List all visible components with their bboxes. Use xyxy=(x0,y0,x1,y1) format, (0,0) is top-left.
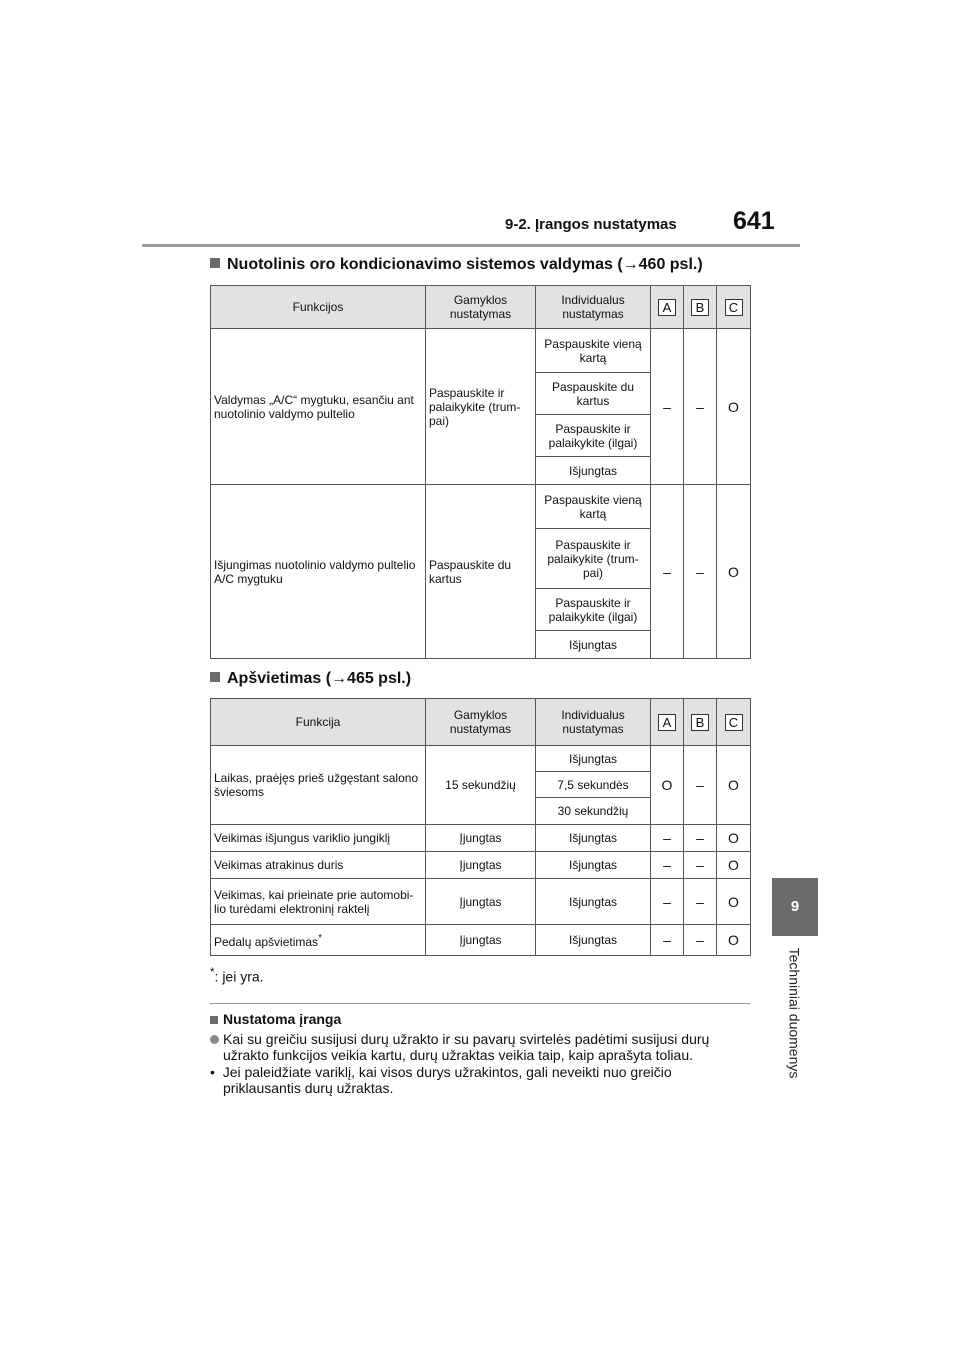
function-text: Pedalų apšvietimas xyxy=(214,934,319,949)
col-header-b: B xyxy=(691,299,709,316)
dot-bullet-icon: • xyxy=(210,1064,223,1080)
header-divider xyxy=(142,244,800,247)
default-cell: Įjungtas xyxy=(426,825,536,852)
chapter-label-text: Techniniai duomenys xyxy=(786,947,803,1079)
section-heading-lighting xyxy=(210,670,411,688)
footnote-text: : jei yra. xyxy=(214,968,264,985)
b-cell: – xyxy=(684,879,717,925)
notes-sub-bullet-text: Jei paleidžiate variklį, kai visos durys užrakintos, gali neveikti nuo greičio priklausantis durų užraktas. xyxy=(222,1064,672,1096)
lighting-settings-table xyxy=(210,698,751,956)
option-cell: 7,5 sekundės xyxy=(536,772,651,798)
c-cell: O xyxy=(717,329,751,485)
chapter-label xyxy=(780,945,810,1090)
footnote-star: * xyxy=(210,966,215,979)
square-bullet-icon xyxy=(210,258,220,268)
default-cell: Įjungtas xyxy=(426,925,536,956)
option-cell: Paspauskite du kartus xyxy=(536,373,651,415)
a-cell: – xyxy=(651,329,684,485)
b-cell: – xyxy=(684,925,717,956)
option-cell: Išjungtas xyxy=(536,631,651,659)
footnote xyxy=(210,966,264,985)
col-header-custom: Individualus nustatymas xyxy=(536,699,651,746)
default-cell: Įjungtas xyxy=(426,879,536,925)
c-cell: O xyxy=(717,879,751,925)
section-heading-ac xyxy=(210,256,703,274)
option-cell: Išjungtas xyxy=(536,825,651,852)
square-bullet-icon xyxy=(210,672,220,682)
a-cell: – xyxy=(651,852,684,879)
notes-bullet-text: Kai su greičiu susijusi durų užrakto ir su pavarų svirtelės padėtimi susijusi durų užrakto funkcijos veikia kartu, durų užraktas veikia taip, kaip aprašyta toliau. xyxy=(223,1031,710,1063)
table-row xyxy=(211,879,751,925)
chapter-tab: 9 xyxy=(772,878,818,936)
function-cell: Laikas, praėjęs prieš užgęstant salono šviesoms xyxy=(211,746,426,825)
table-header-row xyxy=(211,286,751,329)
notes-sub-bullet xyxy=(210,1064,753,1096)
table-header-row xyxy=(211,699,751,746)
col-header-c: C xyxy=(725,714,743,731)
option-cell: Išjungtas xyxy=(536,457,651,485)
page-number: 641 xyxy=(733,207,775,235)
section-heading-ac-text: Nuotolinis oro kondicionavimo sistemos valdymas (→460 psl.) xyxy=(227,256,703,273)
col-header-a: A xyxy=(658,299,676,316)
function-cell xyxy=(211,925,426,956)
col-header-custom: Individualus nustatymas xyxy=(536,286,651,329)
section-title: 9-2. Įrangos nustatymas xyxy=(505,216,677,233)
b-cell: – xyxy=(684,746,717,825)
default-cell: Įjungtas xyxy=(426,852,536,879)
section-heading-lighting-text: Apšvietimas (→465 psl.) xyxy=(227,670,412,687)
option-cell: Paspauskite ir palaikykite (ilgai) xyxy=(536,415,651,457)
notes-heading-text: Nustatoma įranga xyxy=(223,1011,342,1027)
col-header-a: A xyxy=(658,714,676,731)
square-bullet-icon xyxy=(210,1016,218,1024)
option-cell: 30 sekundžių xyxy=(536,798,651,825)
notes-divider xyxy=(210,1003,750,1004)
option-cell: Išjungtas xyxy=(536,879,651,925)
col-header-c: C xyxy=(725,299,743,316)
default-cell: 15 sekundžių xyxy=(426,746,536,825)
table-row xyxy=(211,925,751,956)
table-row xyxy=(211,852,751,879)
option-cell: Išjungtas xyxy=(536,925,651,956)
function-cell: Išjungimas nuotolinio valdymo pultelio A/C mygtuku xyxy=(211,485,426,659)
option-cell: Išjungtas xyxy=(536,746,651,772)
col-header-default: Gamyklos nustatymas xyxy=(426,286,536,329)
col-header-function: Funkcijos xyxy=(211,286,426,329)
a-cell: – xyxy=(651,925,684,956)
table-row xyxy=(211,746,751,772)
b-cell: – xyxy=(684,825,717,852)
circle-bullet-icon xyxy=(210,1035,219,1044)
default-cell: Paspauskite ir palaikykite (trum-pai) xyxy=(426,329,536,485)
function-cell: Veikimas, kai prieinate prie automobi-lio turėdami elektroninį raktelį xyxy=(211,879,426,925)
table-row xyxy=(211,825,751,852)
col-header-default: Gamyklos nustatymas xyxy=(426,699,536,746)
function-cell: Veikimas išjungus variklio jungiklį xyxy=(211,825,426,852)
a-cell: – xyxy=(651,825,684,852)
c-cell: O xyxy=(717,852,751,879)
b-cell: – xyxy=(684,485,717,659)
option-cell: Paspauskite ir palaikykite (trum-pai) xyxy=(536,529,651,589)
notes-heading xyxy=(210,1011,341,1027)
col-header-function: Funkcija xyxy=(211,699,426,746)
option-cell: Išjungtas xyxy=(536,852,651,879)
footnote-mark: * xyxy=(318,932,322,944)
ac-settings-table xyxy=(210,285,751,659)
table-row xyxy=(211,485,751,529)
a-cell: O xyxy=(651,746,684,825)
option-cell: Paspauskite vieną kartą xyxy=(536,485,651,529)
a-cell: – xyxy=(651,879,684,925)
a-cell: – xyxy=(651,485,684,659)
c-cell: O xyxy=(717,746,751,825)
function-cell: Veikimas atrakinus duris xyxy=(211,852,426,879)
c-cell: O xyxy=(717,825,751,852)
b-cell: – xyxy=(684,329,717,485)
c-cell: O xyxy=(717,485,751,659)
b-cell: – xyxy=(684,852,717,879)
function-cell: Valdymas „A/C“ mygtuku, esančiu ant nuotolinio valdymo pultelio xyxy=(211,329,426,485)
option-cell: Paspauskite vieną kartą xyxy=(536,329,651,373)
col-header-b: B xyxy=(691,714,709,731)
c-cell: O xyxy=(717,925,751,956)
notes-bullet xyxy=(210,1031,753,1063)
option-cell: Paspauskite ir palaikykite (ilgai) xyxy=(536,589,651,631)
table-row xyxy=(211,329,751,373)
default-cell: Paspauskite du kartus xyxy=(426,485,536,659)
